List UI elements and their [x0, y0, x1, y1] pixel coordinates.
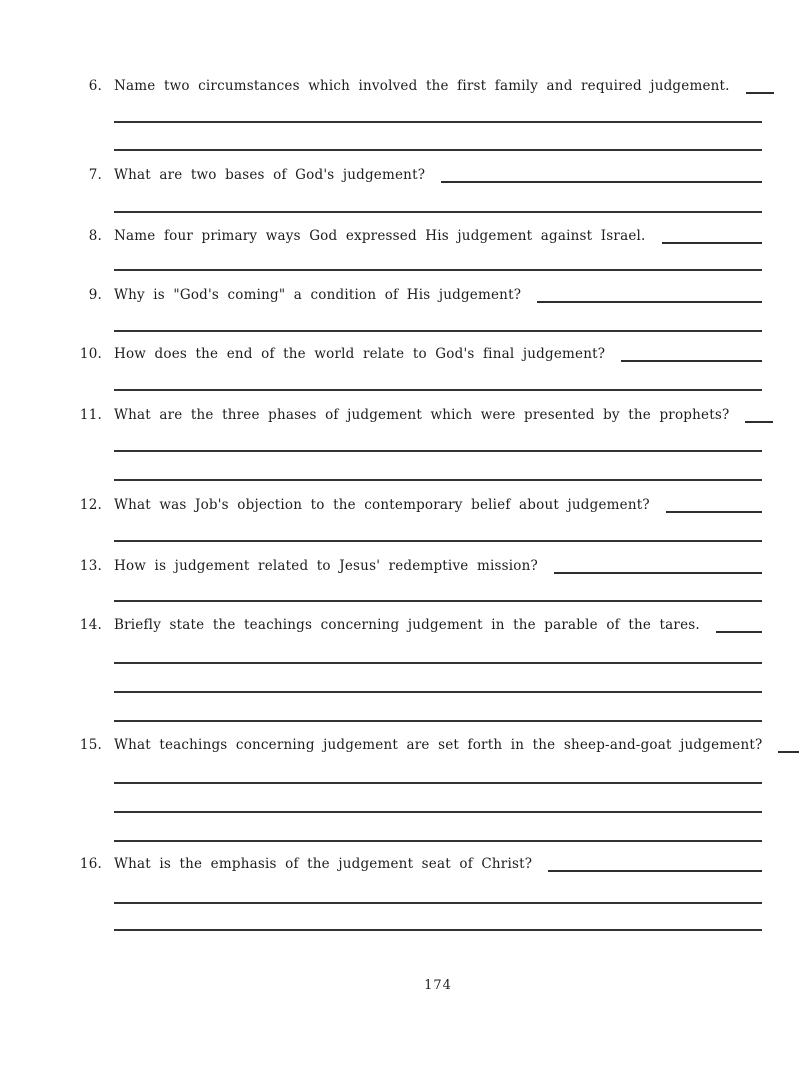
question-text: How does the end of the world relate to God's final judgement?: [114, 346, 606, 362]
question-number: 14.: [79, 617, 102, 633]
inline-answer-blank: [662, 242, 762, 244]
answer-line: [114, 662, 762, 664]
question-text: How is judgement related to Jesus' redemptive mission?: [114, 558, 538, 574]
question-row-9: [76, 287, 762, 303]
answer-line: [114, 479, 762, 481]
question-text: Briefly state the teachings concerning judgement in the parable of the tares.: [114, 617, 700, 633]
inline-answer-blank: [778, 751, 799, 753]
question-row-10: [76, 346, 762, 362]
answer-line: [114, 840, 762, 842]
answer-line: [114, 929, 762, 931]
answer-line: [114, 811, 762, 813]
question-row-14: [76, 617, 762, 633]
question-number: 8.: [88, 228, 102, 244]
question-text: What is the emphasis of the judgement seat of Christ?: [114, 856, 533, 872]
answer-line: [114, 720, 762, 722]
question-text: What are the three phases of judgement which were presented by the prophets?: [114, 407, 730, 423]
question-number: 10.: [79, 346, 102, 362]
page-number: 174: [424, 978, 452, 993]
question-text: Name two circumstances which involved the first family and required judgement.: [114, 78, 730, 94]
question-text: What was Job's objection to the contemporary belief about judgement?: [114, 497, 650, 513]
inline-answer-blank: [746, 92, 774, 94]
question-row-13: [76, 558, 762, 574]
question-number: 13.: [79, 558, 102, 574]
answer-line: [114, 691, 762, 693]
answer-line: [114, 211, 762, 213]
inline-answer-blank: [548, 870, 762, 872]
question-row-6: [76, 78, 762, 94]
question-text: Name four primary ways God expressed His judgement against Israel.: [114, 228, 646, 244]
question-row-16: [76, 856, 762, 872]
answer-line: [114, 902, 762, 904]
inline-answer-blank: [666, 511, 762, 513]
question-number: 12.: [79, 497, 102, 513]
answer-line: [114, 782, 762, 784]
answer-line: [114, 269, 762, 271]
answer-line: [114, 330, 762, 332]
inline-answer-blank: [554, 572, 762, 574]
question-text: What teachings concerning judgement are set forth in the sheep-and-goat judgement?: [114, 737, 763, 753]
question-text: Why is "God's coming" a condition of His judgement?: [114, 287, 522, 303]
answer-line: [114, 600, 762, 602]
question-text: What are two bases of God's judgement?: [114, 167, 426, 183]
question-row-11: [76, 407, 762, 423]
question-row-12: [76, 497, 762, 513]
answer-line: [114, 389, 762, 391]
inline-answer-blank: [716, 631, 762, 633]
answer-line: [114, 121, 762, 123]
question-number: 9.: [88, 287, 102, 303]
question-row-15: [76, 737, 762, 753]
inline-answer-blank: [441, 181, 762, 183]
question-number: 11.: [79, 407, 102, 423]
answer-line: [114, 540, 762, 542]
inline-answer-blank: [745, 421, 773, 423]
answer-line: [114, 450, 762, 452]
question-row-7: [76, 167, 762, 183]
inline-answer-blank: [537, 301, 762, 303]
answer-line: [114, 149, 762, 151]
question-number: 15.: [79, 737, 102, 753]
question-number: 7.: [88, 167, 102, 183]
question-number: 16.: [79, 856, 102, 872]
question-row-8: [76, 228, 762, 244]
inline-answer-blank: [621, 360, 762, 362]
question-number: 6.: [88, 78, 102, 94]
